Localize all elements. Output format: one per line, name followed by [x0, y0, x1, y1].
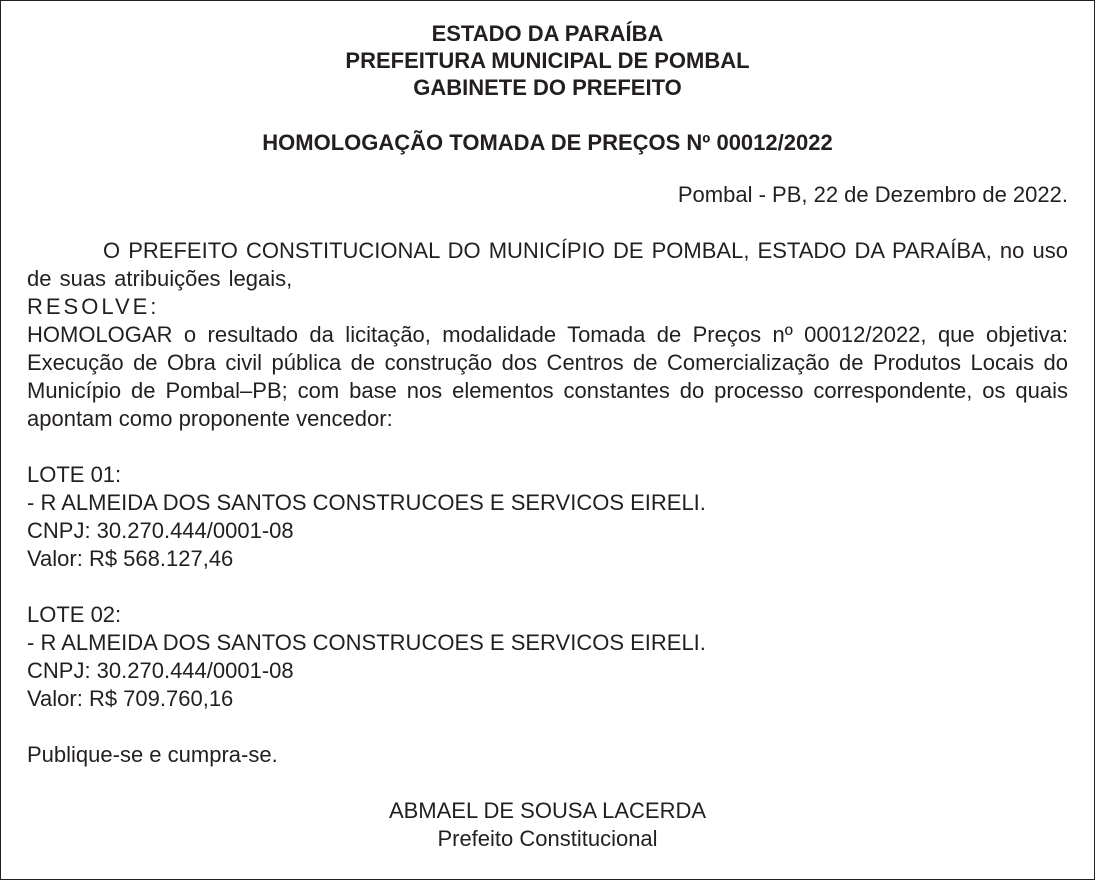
signature-block	[27, 797, 1068, 853]
document-header	[27, 1, 1068, 101]
lot-company: - R ALMEIDA DOS SANTOS CONSTRUCOES E SERVICOS EIRELI.	[27, 490, 706, 515]
header-municipality: PREFEITURA MUNICIPAL DE POMBAL	[345, 48, 750, 73]
homologation-paragraph: HOMOLOGAR o resultado da licitação, modalidade Tomada de Preços nº 00012/2022, que objetiva: Execução de Obra civil pública de construção dos Centros de Comercialização de Produtos Locais do Município de Pombal–PB; com base nos elementos constantes do processo correspondente, os quais apontam como proponente vencedor:	[27, 322, 1068, 431]
signatory-name: ABMAEL DE SOUSA LACERDA	[388, 798, 707, 823]
header-office: GABINETE DO PREFEITO	[413, 75, 682, 100]
lot-block-1	[27, 461, 1068, 573]
lot-cnpj: CNPJ: 30.270.444/0001-08	[27, 658, 294, 683]
date-line: Pombal - PB, 22 de Dezembro de 2022.	[677, 182, 1068, 207]
closing-line: Publique-se e cumpra-se.	[27, 742, 278, 767]
lot-value: Valor: R$ 568.127,46	[27, 546, 234, 571]
lot-block-2	[27, 601, 1068, 713]
lot-cnpj: CNPJ: 30.270.444/0001-08	[27, 518, 294, 543]
header-state: ESTADO DA PARAÍBA	[431, 21, 664, 46]
signatory-role: Prefeito Constitucional	[437, 826, 658, 851]
lot-company: - R ALMEIDA DOS SANTOS CONSTRUCOES E SERVICOS EIRELI.	[27, 630, 706, 655]
lot-label: LOTE 01:	[27, 462, 122, 487]
lot-label: LOTE 02:	[27, 602, 122, 627]
lot-value: Valor: R$ 709.760,16	[27, 686, 234, 711]
preamble-paragraph: O PREFEITO CONSTITUCIONAL DO MUNICÍPIO DE POMBAL, ESTADO DA PARAÍBA, no uso de suas atribuições legais,	[27, 238, 1068, 291]
document-title: HOMOLOGAÇÃO TOMADA DE PREÇOS Nº 00012/2022	[262, 130, 833, 155]
resolve-heading: RESOLVE:	[27, 294, 160, 319]
